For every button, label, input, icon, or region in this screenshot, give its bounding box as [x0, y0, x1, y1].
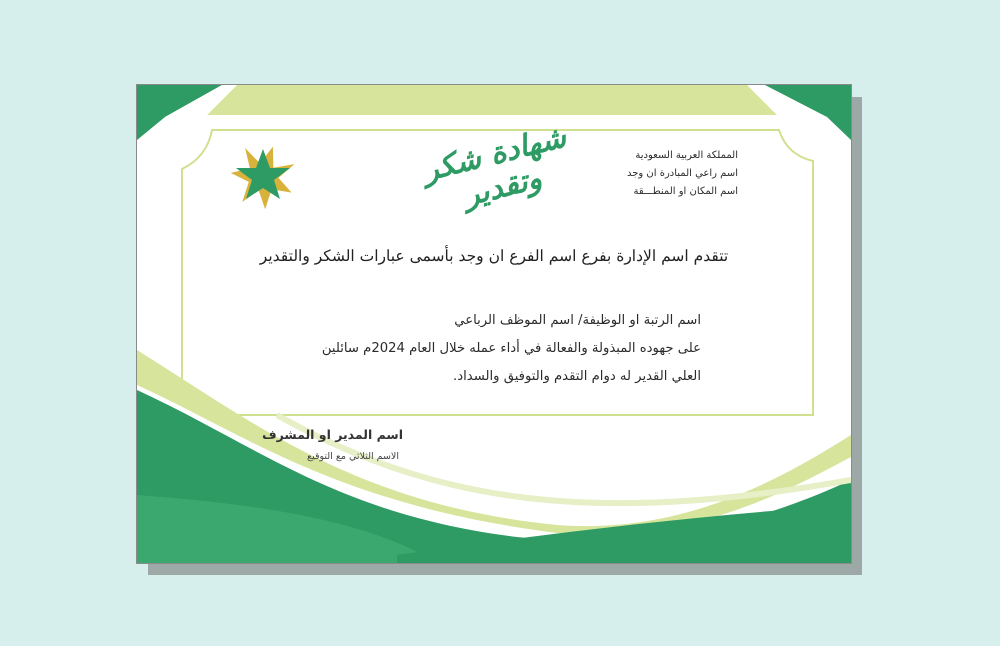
header-location: اسم المكان او المنطـــقة: [633, 186, 738, 197]
corner-top-right: [765, 85, 851, 140]
intro-statement: تتقدم اسم الإدارة بفرع اسم الفرع ان وجد بأسمى عبارات الشكر والتقدير: [259, 247, 729, 265]
star-logo-icon: [223, 137, 303, 216]
signatory-name: اسم المدير او المشرف: [262, 427, 403, 442]
top-band: [207, 85, 777, 115]
header-sponsor: اسم راعي المبادرة ان وجد: [626, 168, 738, 179]
certificate-title: شهادة شكر وتقدير: [419, 119, 570, 214]
signatory-subtitle: الاسم الثلاثي مع التوقيع: [307, 451, 399, 462]
wishes-line: العلي القدير له دوام التقدم والتوفيق والسداد.: [453, 369, 701, 384]
employee-name-line: اسم الرتبة او الوظيفة/ اسم الموظف الرباعي: [454, 313, 701, 328]
header-country: المملكة العربية السعودية: [635, 150, 738, 161]
certificate-card: [137, 85, 851, 563]
appreciation-line: على جهوده المبذولة والفعالة في أداء عمله خلال العام 2024م سائلين: [321, 341, 701, 356]
